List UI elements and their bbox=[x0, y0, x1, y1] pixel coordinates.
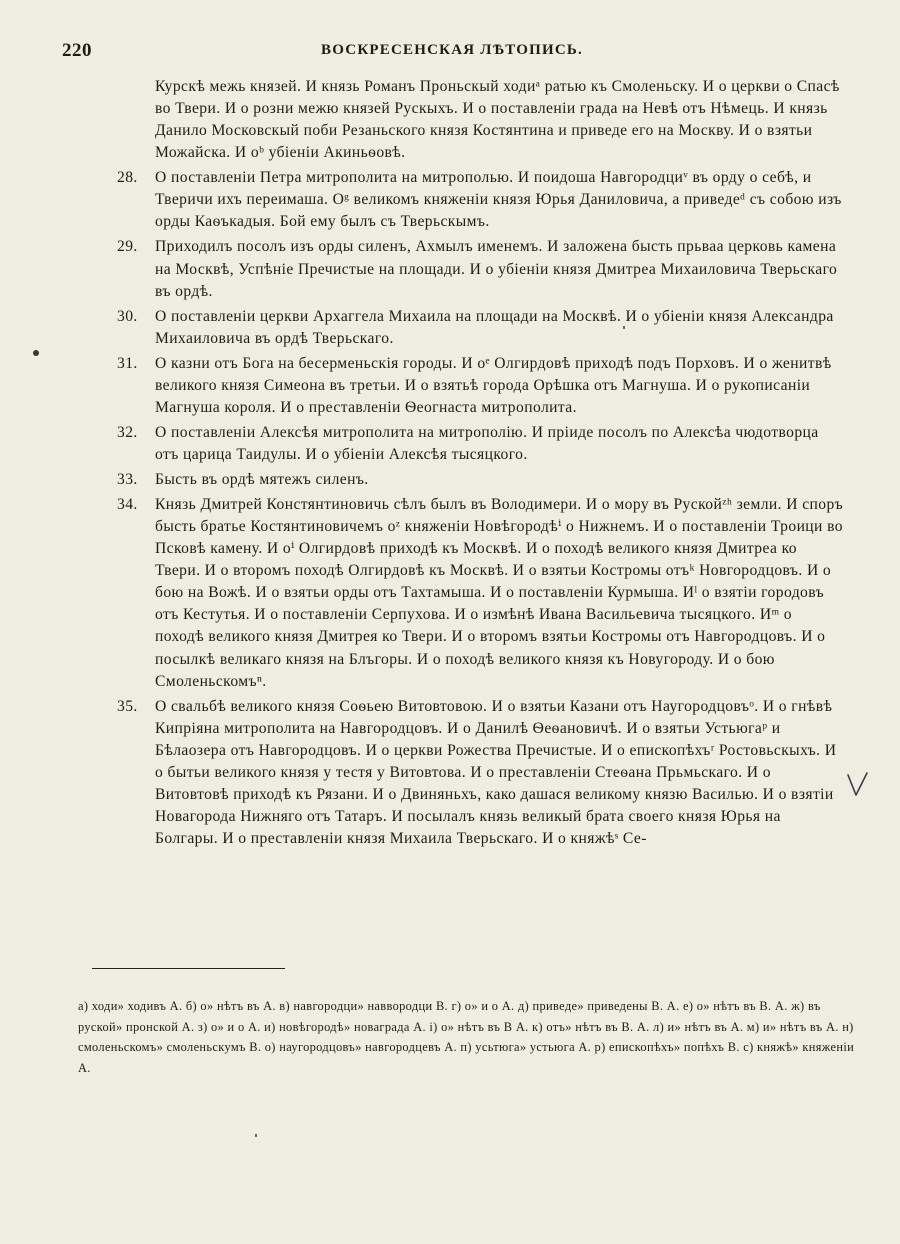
entry-31 bbox=[117, 353, 845, 419]
entry-number: 32. bbox=[117, 423, 138, 441]
entry-34 bbox=[117, 494, 845, 693]
page-number: 220 bbox=[62, 40, 92, 61]
entry-text: О поставленіи церкви Архаггела Михаила на площади на Москвѣ. И о убіеніи князя Александра Михаиловича въ ордѣ Тверьскаго. bbox=[155, 307, 834, 347]
entry-number: 34. bbox=[117, 495, 138, 513]
entry-28 bbox=[117, 167, 845, 233]
paper-speck bbox=[255, 1134, 257, 1137]
running-title: ВОСКРЕСЕНСКАЯ ЛѢТОПИСЬ. bbox=[321, 42, 583, 58]
page-header bbox=[62, 40, 842, 66]
entry-32 bbox=[117, 422, 845, 466]
entry-35 bbox=[117, 696, 845, 851]
entry-text: Курскѣ межь князей. И князь Романъ Проньскый ходиᵃ ратью къ Смоленьску. И о церкви о Спасѣ во Твери. И о розни межю князей Рускыхъ. И о поставленіи града на Невѣ отъ Нѣмець. И князь Данило Московскый поби Резаньского князя Костянтина и приведе его на Москву. И о взятьи Можайска. И оᵇ убіеніи Акиньѳовѣ. bbox=[155, 78, 840, 162]
chronicle-contents bbox=[117, 76, 845, 853]
checkmark-icon bbox=[845, 771, 871, 799]
entry-text: Приходилъ посолъ изъ орды силенъ, Ахмылъ именемъ. И заложена бысть прьваа церковь камена на Москвѣ, Успѣніе Пречистые на площади. И о убіеніи князя Дмитреа Михаиловича Тверьскаго въ ордѣ. bbox=[155, 238, 838, 300]
paper-speck bbox=[623, 326, 625, 329]
entry-number: 31. bbox=[117, 354, 138, 372]
entry-text: Князь Дмитрей Констянтиновичь сѣлъ былъ въ Володимери. И о мору въ Рускойᶻʰ земли. И споръ бысть братье Костянтиновичемъ оᶻ княженіи Новѣгородѣⁱ о Нижнемъ. И о поставленіи Троици во Псковѣ камену. И оⁱ Олгирдовѣ приходѣ къ Москвѣ. И о походѣ великого князя Дмитреа ко Твери. И о второмъ походѣ Олгирдовѣ къ Москвѣ. И о взятьи Костромы отъᵏ Новгородцовъ. И о бою на Вожѣ. И о взятьи орды отъ Тахтамыша. И о поставленіи Курмыша. Иˡ о взятіи городовъ отъ Кестутья. И о поставленіи Серпухова. И о измѣнѣ Ивана Васильевича тысяцкого. Иᵐ о походѣ великого князя Дмитрея ко Твери. И о второмъ взятьи Костромы отъ Навгородцовъ. И о посылкѣ великаго князя на Блъгоры. И о походѣ великого князя къ Новугороду. И о бою Смоленьскомъⁿ. bbox=[155, 495, 844, 690]
entry-number: 29. bbox=[117, 238, 138, 256]
entry-text: О казни отъ Бога на бесерменьскія городы. И оᵉ Олгирдовѣ приходѣ подъ Порховъ. И о женитвѣ великого князя Симеона въ третьи. И о взятьѣ города Орѣшка отъ Магнуша. И о рукописаніи Магнуша короля. И о преставленіи Ѳеогнаста митрополита. bbox=[155, 354, 832, 416]
entry-text: О свальбѣ великого князя Соѳьею Витовтовою. И о взятьи Казани отъ Наугородцовъᵒ. И о гнѣвѣ Кипріяна митрополита на Навгородцовъ. И о Данилѣ Ѳеѳановичѣ. И о взятьи Устьюгаᵖ и Бѣлаозера отъ Навгородцовъ. И о церкви Рожества Пречистые. И о епископѣхъʳ Ростовьскыхъ. И о бытьи великого князя у тестя у Витовтова. И о преставленіи Стеѳана Прьмьскаго. И о Витовтовѣ приходѣ къ Рязани. И о Двиняньхъ, како дашася великому князю Василью. И о взятіи Новагорода Нижняго отъ Татаръ. И посылалъ князь великый брата своего князя Юрья на Болгары. И о преставленіи князя Михаила Тверьскаго. И о княжѣˢ Се- bbox=[155, 697, 837, 848]
entry-text: Бысть въ ордѣ мятежъ силенъ. bbox=[155, 470, 369, 488]
entry-29 bbox=[117, 236, 845, 302]
footnotes bbox=[78, 996, 856, 1078]
entry-continued bbox=[117, 76, 845, 164]
entry-text: О поставленіи Петра митрополита на митрополью. И поидоша Навгородциᵛ въ орду о себѣ, и Тверичи ихъ переимаша. Оᵍ великомъ княженіи князя Юрья Даниловича, а приведеᵈ съ собою изъ орды Каѳъкадыя. Бой ему былъ съ Тверьскымъ. bbox=[155, 169, 842, 231]
entry-number: 33. bbox=[117, 470, 138, 488]
margin-dot bbox=[33, 350, 39, 356]
entry-number: 30. bbox=[117, 307, 138, 325]
entry-number: 35. bbox=[117, 697, 138, 715]
footnote-rule bbox=[92, 968, 285, 969]
entry-30 bbox=[117, 306, 845, 350]
entry-text: О поставленіи Алексѣя митрополита на митрополію. И пріиде посолъ по Алексѣа чюдотворца отъ царица Таидулы. И о убіеніи Алексѣя тысяцкого. bbox=[155, 423, 819, 463]
entry-33 bbox=[117, 469, 845, 491]
entry-number: 28. bbox=[117, 169, 138, 187]
footnote-text: а) ходи» ходивъ А. б) о» нѣтъ въ А. в) навгородци» наввородци В. г) о» и о А. д) приведе» приведены В. А. е) о» нѣтъ въ В. А. ж) въ руской» пронской А. з) о» и о А. и) новѣгородѣ» новаграда А. і) о» нѣтъ въ В А. к) отъ» нѣтъ въ В. А. л) и» нѣтъ въ А. м) и» нѣтъ въ А. н) смоленьскомъ» смоленьскумъ В. о) наугородцовъ» навгородцевъ А. п) усьтюга» устьюга А. р) епископѣхъ» попѣхъ В. с) княжѣ» княженіи А. bbox=[78, 999, 855, 1075]
